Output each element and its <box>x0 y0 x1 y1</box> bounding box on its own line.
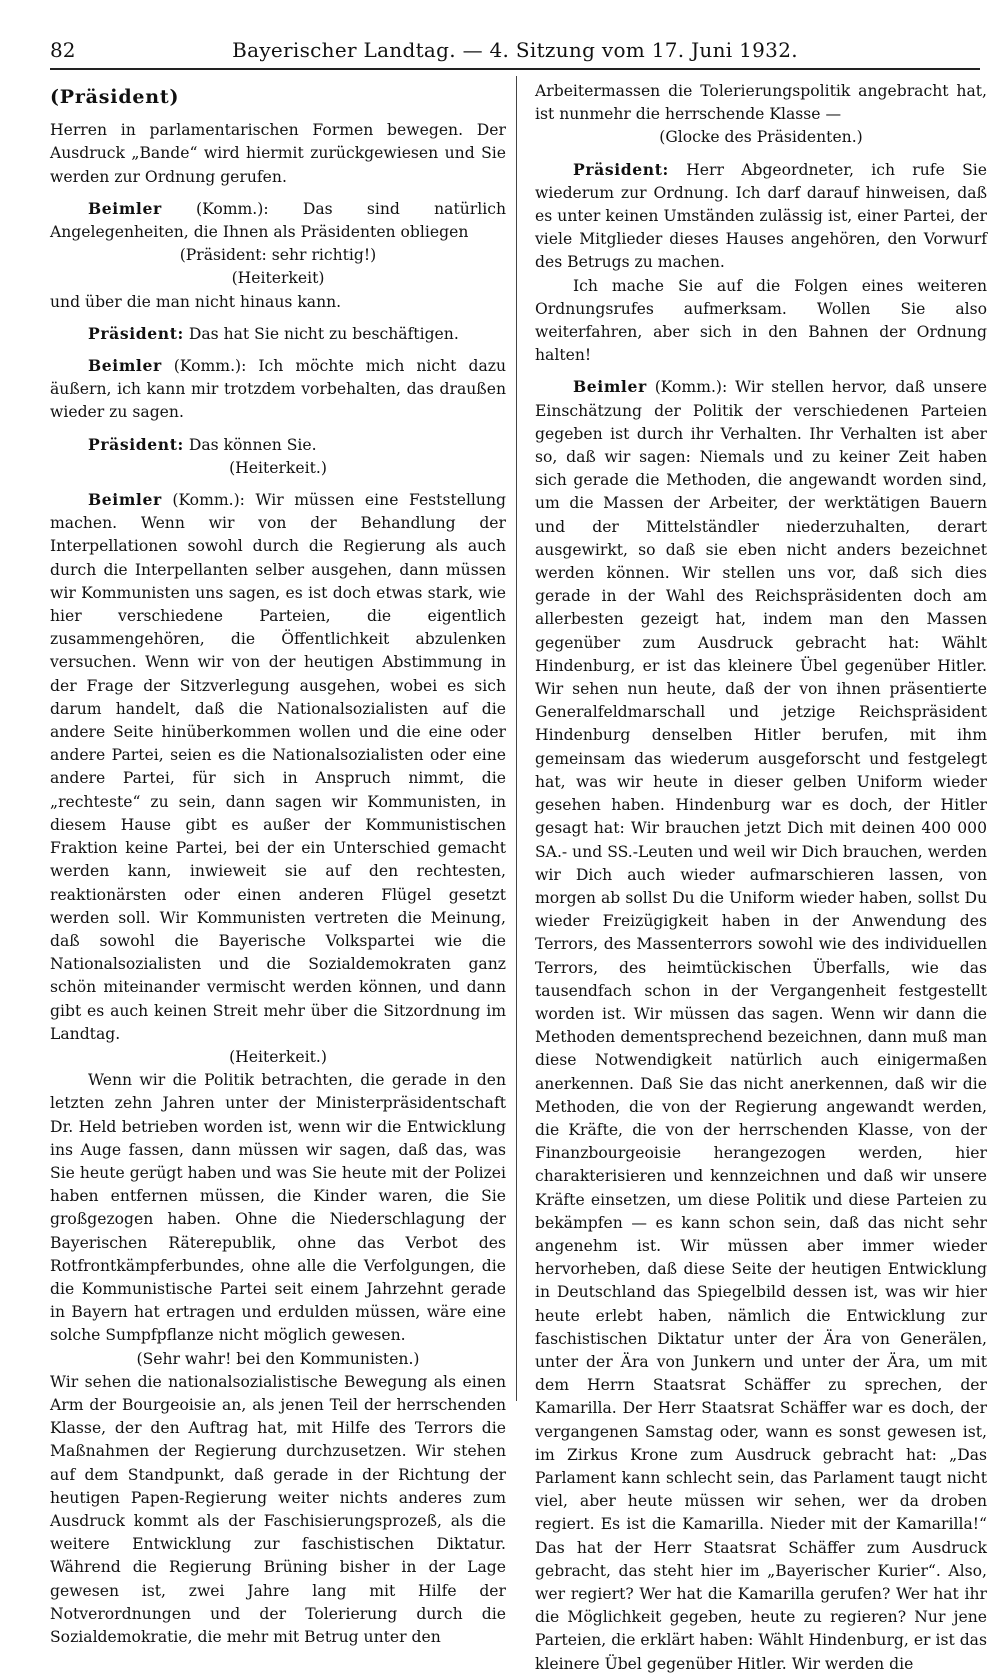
speaker-name: Beimler <box>88 198 162 218</box>
speech-paragraph <box>535 158 987 275</box>
speaker-name: Beimler <box>573 377 647 397</box>
paragraph: Herren in parlamentarischen Formen bewegen. Der Ausdruck „Bande“ wird hiermit zurückgewiesen und Sie werden zur Ordnung gerufen. <box>50 121 506 186</box>
header-rule <box>50 68 980 70</box>
speech-paragraph <box>50 488 506 1046</box>
speech-paragraph <box>50 354 506 425</box>
paragraph: Arbeitermassen die Tolerierungspolitik angebracht hat, ist nunmehr die herrschende Klasse — <box>535 82 987 124</box>
running-head: Bayerischer Landtag. — 4. Sitzung vom 17. Juni 1932. <box>232 38 798 62</box>
left-column <box>50 80 506 1649</box>
interjection: (Sehr wahr! bei den Kommunisten.) <box>136 1349 420 1368</box>
speaker-name: Beimler <box>88 490 162 510</box>
speech-text: Das hat Sie nicht zu beschäftigen. <box>183 324 459 343</box>
paragraph: und über die man nicht hinaus kann. <box>50 292 342 311</box>
right-column <box>535 80 987 1676</box>
speech-paragraph <box>535 375 987 1675</box>
speech-text: (Komm.): Wir stellen hervor, daß unsere Einschätzung der Politik der verschiedenen Parteien gegeben ist durch ihr Verhalten. Ihr Verhalten ist aber so, daß wir sagen: Niemals und zu keiner Zeit haben sich gerade die Methoden, die angewandt worden sind, um die Massen der Arbeiter, der werktätigen Bauern und der Mittelständler niederzuhalten, derart ausgewirkt, so daß sie eben nicht anders bezeichnet werden können. Wir stellen uns vor, daß sich dies gerade in der Wahl des Reichspräsidenten doch am allerbesten gezeigt hat, indem man den Massen gegenüber zum Ausdruck gebracht hat: Wählt Hindenburg, er ist das kleinere Übel gegenüber Hitler. Wir sehen nun heute, daß der von ihnen präsentierte Generalfeldmarschall und jetzige Reichspräsident Hindenburg denselben Hitler berufen, mit ihm gemeinsam das wiederum ausgeforscht und festgelegt hat, was wir heute in dieser gelben Uniform wieder gesehen haben. Hindenburg war es doch, der Hitler gesagt hat: Wir brauchen jetzt Dich mit deinen 400 000 SA.- und SS.-Leuten und weil wir Dich brauchen, werden wir Dich auch wieder aufmarschieren lassen, von morgen ab sollst Du die Uniform wieder haben, sollst Du wieder Freizügigkeit haben in der Anwendung des Terrors, des Massenterrors sowohl wie des individuellen Terrors, des heimtückischen Überfalls, wie das tausendfach schon in der Vergangenheit festgestellt worden ist. Wir müssen das sagen. Wenn wir dann die Methoden dementsprechend bezeichnen, dann muß man diese Notwendigkeit natürlich auch einigermaßen anerkennen. Daß Sie das nicht anerkennen, daß wir die Methoden, die von der Regierung angewandt werden, die Kräfte, die von der herrschenden Klasse, von der Finanzbourgeoisie herangezogen werden, hier charakterisieren und kennzeichnen und daß wir unsere Kräfte einsetzen, um diese Politik und diese Parteien zu bekämpfen — es kann schon sein, daß das nicht sehr angenehm ist. Wir müssen aber immer wieder hervorheben, daß diese Seite der heutigen Entwicklung in Deutschland das Spiegelbild dessen ist, was wir hier heute erlebt haben, nämlich die Entwicklung zur faschistischen Diktatur unter der Ära von Generälen, unter der Ära von Junkern und unter der Ära, um mit dem Herrn Staatsrat Schäffer zu sprechen, der Kamarilla. Der Herr Staatsrat Schäffer war es doch, der vergangenen Samstag oder, wann es sonst gewesen ist, im Zirkus Krone zum Ausdruck gebracht hat: „Das Parlament kann schlecht sein, das Parlament taugt nicht viel, aber heute müssen wir sehen, wer da droben regiert. Es ist die Kamarilla. Nieder mit der Kamarilla!“ Das hat der Herr Staatsrat Schäffer zum Ausdruck gebracht, das steht hier im „Bayerischer Kurier“. Also, wer regiert? Wer hat die Kamarilla gerufen? Wer hat ihr die Möglichkeit gegeben, heute zu regieren? Nur jene Parteien, die erklärt haben: Wählt Hindenburg, er ist das kleinere Übel gegenüber Hitler. Wir werden die <box>535 378 987 1673</box>
page-number: 82 <box>50 38 76 62</box>
speech-paragraph <box>50 197 506 244</box>
speech-text: Herr Abgeordneter, ich rufe Sie wiederum zur Ordnung. Ich darf darauf hinweisen, daß es unter keinen Umständen zulässig ist, einer Partei, der viele Mitglieder dieses Hauses angehören, den Vorwurf des Betrugs zu machen. <box>535 160 987 272</box>
interjection: (Heiterkeit.) <box>229 1047 327 1066</box>
speaker-name: Beimler <box>88 356 162 376</box>
speech-text: (Komm.): Das sind natürlich Angelegenheiten, die Ihnen als Präsidenten obliegen <box>50 199 506 242</box>
speaker-name: Präsident: <box>88 323 184 343</box>
speech-text: Das können Sie. <box>183 435 317 454</box>
paragraph: Ich mache Sie auf die Folgen eines weiteren Ordnungsrufes aufmerksam. Wollen Sie also weiterfahren, aber sich in den Bahnen der Ordnung halten! <box>535 276 987 365</box>
column-divider <box>516 76 517 1401</box>
speaker-name: Präsident: <box>573 159 669 179</box>
speech-paragraph <box>50 433 506 457</box>
section-heading: (Präsident) <box>50 86 180 108</box>
speech-text: (Komm.): Ich möchte mich nicht dazu äußern, ich kann mir trotzdem vorbehalten, das draußen wieder zu sagen. <box>50 357 506 422</box>
speaker-name: Präsident: <box>88 434 184 454</box>
page-header <box>50 34 980 64</box>
speech-paragraph <box>50 322 506 346</box>
speech-text: (Komm.): Wir müssen eine Feststellung machen. Wenn wir von der Behandlung der Interpellationen sowohl durch die Regierung als auch durch die Interpellanten selber ausgehen, dann müssen wir Kommunisten uns sagen, es ist doch etwas stark, wie hier verschiedene Parteien, die eigentlich zusammengehören, die Öffentlichkeit abzulenken versuchen. Wenn wir von der heutigen Abstimmung in der Frage der Sitzverlegung ausgehen, wobei es sich darum handelt, daß die Nationalsozialisten auf die andere Seite hinüberkommen wollen und die eine oder andere Partei, seien es die Nationalsozialisten oder eine andere Partei, für sich in Anspruch nimmt, die „rechteste“ zu sein, dann sagen wir Kommunisten, in diesem Hause gibt es außer der Kommunistischen Fraktion keine Partei, bei der ein Unterschied gemacht werden kann, inwieweit sie auf den rechtesten, reaktionärsten oder einen anderen Flügel gesetzt werden soll. Wir Kommunisten vertreten die Meinung, daß sowohl die Bayerische Volkspartei wie die Nationalsozialisten und die Sozialdemokraten ganz schön miteinander vermischt werden können, und dann gibt es auch keinen Streit mehr über die Sitzordnung im Landtag. <box>50 491 506 1043</box>
interjection: (Präsident: sehr richtig!) <box>179 246 377 265</box>
paragraph: Wir sehen die nationalsozialistische Bewegung als einen Arm der Bourgeoisie an, als jenen Teil der herrschenden Klasse, der den Auftrag hat, mit Hilfe des Terrors die Maßnahmen der Regierung durchzusetzen. Wir stehen auf dem Standpunkt, daß gerade in der Richtung der heutigen Papen-Regierung weiter nichts anderes zum Ausdruck kommt als der Faschisierungsprozeß, als die weitere Entwicklung zur faschistischen Diktatur. Während die Regierung Brüning bisher in der Lage gewesen ist, zwei Jahre lang mit Hilfe der Notverordnungen und der Tolerierung durch die Sozialdemokratie, die mehr mit Betrug unter den <box>50 1372 506 1646</box>
interjection: (Heiterkeit.) <box>229 458 327 477</box>
paragraph: Wenn wir die Politik betrachten, die gerade in den letzten zehn Jahren unter der Ministerpräsidentschaft Dr. Held betrieben worden ist, wenn wir die Entwicklung ins Auge fassen, dann müssen wir sagen, daß das, was Sie heute gerügt haben und was Sie heute mit der Polizei haben entfernen müssen, die Kinder waren, die Sie großgezogen haben. Ohne die Niederschlagung der Bayerischen Räterepublik, ohne das Verbot des Rotfrontkämpferbundes, ohne alle die Verfolgungen, die die Kommunistische Partei seit einem Jahrzehnt gerade in Bayern hat ertragen und erdulden müssen, wäre eine solche Sumpfpflanze nicht möglich gewesen. <box>50 1071 506 1345</box>
interjection: (Heiterkeit) <box>231 269 325 288</box>
interjection: (Glocke des Präsidenten.) <box>659 128 863 147</box>
